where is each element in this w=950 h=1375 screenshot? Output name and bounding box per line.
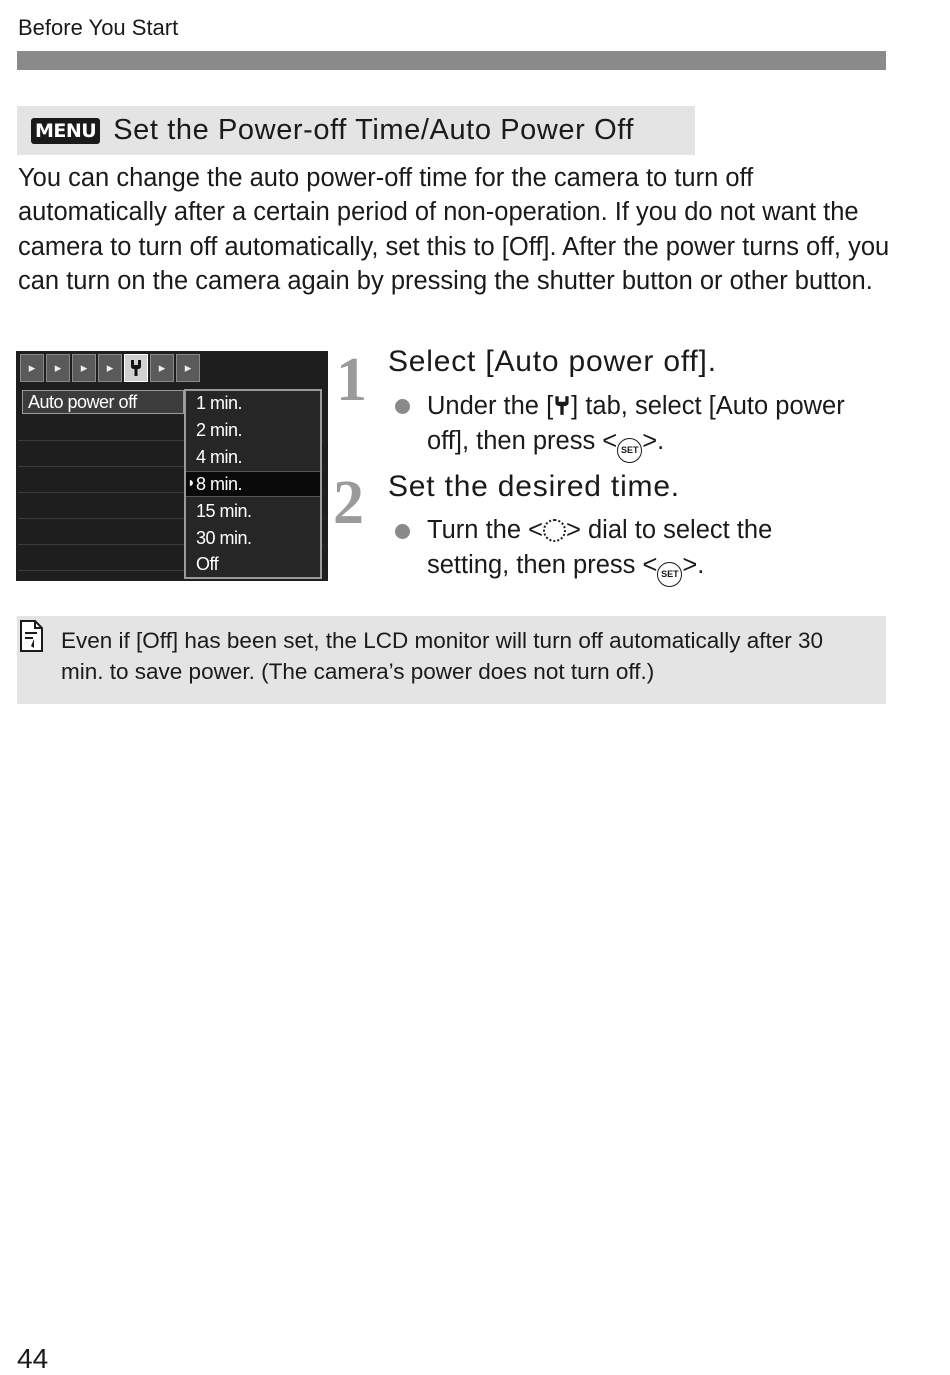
lcd-option: 2 min. xyxy=(196,420,243,440)
lcd-option: 30 min. xyxy=(196,528,252,548)
pointer-icon: ◗ xyxy=(187,474,196,490)
lcd-option: 15 min. xyxy=(196,501,252,521)
intro-paragraph: You can change the auto power-off time for the camera to turn off automatically after a certain period of non-operation. If you do not want the camera to turn off automatically, set this to [Off]. After the power turns off, you can turn on the camera again by pressing the shutter button or other button. xyxy=(18,164,890,296)
page-number: 44 xyxy=(17,1343,49,1374)
step-instruction: Under the [ ] tab, select [Auto power off], then press < SET >. xyxy=(427,389,847,463)
step-instruction: Turn the < > dial to select the setting, then press < SET >. xyxy=(427,513,847,587)
wrench-tab-icon xyxy=(124,354,148,382)
step-number: 1 xyxy=(336,346,367,414)
wrench-tab-icon xyxy=(553,392,571,420)
step-title: Set the desired time. xyxy=(388,470,680,503)
my-menu-tab-icon: ▸ xyxy=(176,354,200,382)
note-icon xyxy=(19,620,45,657)
playback-tab-icon: ▸ xyxy=(72,354,96,382)
menu-icon: MENU xyxy=(31,118,100,144)
set-button-icon: SET xyxy=(657,562,682,587)
lcd-option: Off xyxy=(196,554,219,574)
lcd-option: 1 min. xyxy=(196,393,243,413)
section-heading xyxy=(17,106,695,155)
running-header: Before You Start xyxy=(18,15,179,40)
shooting-tab-icon: ▸ xyxy=(46,354,70,382)
set-button-icon: SET xyxy=(617,438,642,463)
step-title: Select [Auto power off]. xyxy=(388,345,717,378)
note-text: Even if [Off] has been set, the LCD monitor will turn off automatically after 30 min. to save power. (The camera’s power does not turn off.) xyxy=(61,628,824,684)
lcd-option: 4 min. xyxy=(196,447,243,467)
section-title: Set the Power-off Time/Auto Power Off xyxy=(113,114,635,146)
playback-tab-icon: ▸ xyxy=(98,354,122,382)
bullet-dot xyxy=(395,524,410,539)
shooting-tab-icon: ▸ xyxy=(20,354,44,382)
step-number: 2 xyxy=(333,469,364,537)
quick-control-dial-icon xyxy=(543,519,566,542)
lcd-menu-tabs xyxy=(20,354,200,384)
header-rule xyxy=(17,51,886,70)
bullet-dot xyxy=(395,399,410,414)
lcd-menu-item: Auto power off xyxy=(22,390,184,414)
camera-lcd-screenshot xyxy=(16,351,328,581)
lcd-option-selected: 8 min. xyxy=(196,474,243,494)
custom-function-tab-icon: ▸ xyxy=(150,354,174,382)
lcd-options-list xyxy=(184,389,322,579)
